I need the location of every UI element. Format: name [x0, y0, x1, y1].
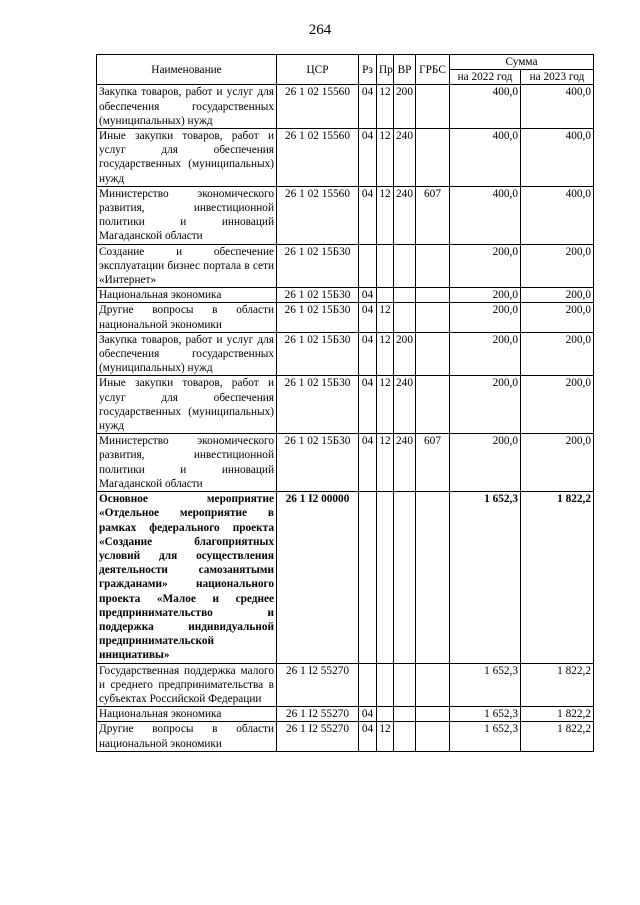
row-pr — [377, 244, 394, 288]
row-name: Создание и обеспечение эксплуатации бизнес портала в сети «Интернет» — [97, 244, 277, 288]
row-vr — [394, 288, 416, 303]
row-csr: 26 1 02 15560 — [277, 129, 359, 187]
row-csr: 26 1 I2 00000 — [277, 492, 359, 663]
header-rz: Рз — [359, 55, 377, 85]
row-amount-2022: 200,0 — [450, 288, 521, 303]
row-amount-2022: 1 652,3 — [450, 722, 521, 751]
row-vr — [394, 722, 416, 751]
table-row — [97, 244, 594, 288]
header-pr: Пр — [377, 55, 394, 85]
row-csr: 26 1 02 15Б30 — [277, 288, 359, 303]
row-rz — [359, 492, 377, 663]
row-csr: 26 1 02 15Б30 — [277, 244, 359, 288]
row-rz: 04 — [359, 85, 377, 129]
row-vr — [394, 303, 416, 332]
table-row — [97, 434, 594, 492]
row-grbs: 607 — [416, 186, 450, 244]
row-grbs — [416, 663, 450, 707]
row-pr — [377, 288, 394, 303]
row-csr: 26 1 02 15Б30 — [277, 303, 359, 332]
row-pr: 12 — [377, 186, 394, 244]
table-row — [97, 303, 594, 332]
row-grbs — [416, 244, 450, 288]
row-amount-2022: 1 652,3 — [450, 663, 521, 707]
header-year-2022: на 2022 год — [450, 70, 521, 85]
row-pr — [377, 663, 394, 707]
row-grbs — [416, 85, 450, 129]
header-vr: ВР — [394, 55, 416, 85]
row-csr: 26 1 02 15Б30 — [277, 332, 359, 376]
row-pr: 12 — [377, 85, 394, 129]
row-rz: 04 — [359, 186, 377, 244]
row-amount-2022: 400,0 — [450, 85, 521, 129]
row-name: Закупка товаров, работ и услуг для обеспечения государственных (муниципальных) нужд — [97, 85, 277, 129]
row-amount-2023: 1 822,2 — [521, 492, 594, 663]
row-name: Основное мероприятие «Отдельное мероприятие в рамках федерального проекта «Создание благоприятных условий для осуществления деятельности самозанятыми гражданами» национального проекта «Малое и среднее предпринимательство и поддержка индивидуальной предпринимательской инициативы» — [97, 492, 277, 663]
row-name: Министерство экономического развития, инвестиционной политики и инноваций Магаданской области — [97, 186, 277, 244]
row-name: Национальная экономика — [97, 707, 277, 722]
row-rz: 04 — [359, 303, 377, 332]
row-pr: 12 — [377, 434, 394, 492]
row-vr: 240 — [394, 186, 416, 244]
row-rz — [359, 663, 377, 707]
row-amount-2023: 1 822,2 — [521, 707, 594, 722]
row-amount-2023: 400,0 — [521, 129, 594, 187]
row-amount-2023: 200,0 — [521, 332, 594, 376]
row-vr: 200 — [394, 332, 416, 376]
row-grbs: 607 — [416, 434, 450, 492]
table-row — [97, 492, 594, 663]
row-grbs — [416, 707, 450, 722]
row-name: Государственная поддержка малого и среднего предпринимательства в субъектах Российской Федерации — [97, 663, 277, 707]
row-amount-2022: 200,0 — [450, 434, 521, 492]
row-amount-2023: 200,0 — [521, 376, 594, 434]
table-row — [97, 186, 594, 244]
row-amount-2023: 400,0 — [521, 186, 594, 244]
row-amount-2022: 400,0 — [450, 186, 521, 244]
row-grbs — [416, 376, 450, 434]
row-pr — [377, 707, 394, 722]
row-name: Иные закупки товаров, работ и услуг для обеспечения государственных (муниципальных) нужд — [97, 129, 277, 187]
row-pr: 12 — [377, 129, 394, 187]
row-rz — [359, 244, 377, 288]
row-amount-2022: 400,0 — [450, 129, 521, 187]
header-name: Наименование — [97, 55, 277, 85]
table-row — [97, 332, 594, 376]
row-pr — [377, 492, 394, 663]
row-csr: 26 1 I2 55270 — [277, 722, 359, 751]
row-grbs — [416, 303, 450, 332]
row-rz: 04 — [359, 129, 377, 187]
table-row — [97, 663, 594, 707]
table-row — [97, 376, 594, 434]
row-amount-2022: 1 652,3 — [450, 707, 521, 722]
row-name: Другие вопросы в области национальной экономики — [97, 303, 277, 332]
row-rz: 04 — [359, 288, 377, 303]
row-csr: 26 1 02 15Б30 — [277, 434, 359, 492]
table-row — [97, 85, 594, 129]
row-name: Другие вопросы в области национальной экономики — [97, 722, 277, 751]
table-row — [97, 722, 594, 751]
row-grbs — [416, 722, 450, 751]
row-rz: 04 — [359, 434, 377, 492]
row-grbs — [416, 288, 450, 303]
row-name: Иные закупки товаров, работ и услуг для обеспечения государственных (муниципальных) нужд — [97, 376, 277, 434]
row-rz: 04 — [359, 376, 377, 434]
row-vr: 240 — [394, 129, 416, 187]
row-csr: 26 1 02 15560 — [277, 186, 359, 244]
row-grbs — [416, 129, 450, 187]
row-vr — [394, 663, 416, 707]
budget-table — [96, 54, 594, 752]
row-pr: 12 — [377, 303, 394, 332]
row-grbs — [416, 332, 450, 376]
row-vr: 200 — [394, 85, 416, 129]
row-name: Национальная экономика — [97, 288, 277, 303]
header-year-2023: на 2023 год — [521, 70, 594, 85]
header-grbs: ГРБС — [416, 55, 450, 85]
row-pr: 12 — [377, 722, 394, 751]
row-amount-2023: 200,0 — [521, 434, 594, 492]
row-amount-2023: 200,0 — [521, 288, 594, 303]
row-amount-2022: 200,0 — [450, 303, 521, 332]
row-rz: 04 — [359, 707, 377, 722]
row-amount-2023: 400,0 — [521, 85, 594, 129]
row-csr: 26 1 02 15Б30 — [277, 376, 359, 434]
row-name: Министерство экономического развития, инвестиционной политики и инноваций Магаданской области — [97, 434, 277, 492]
row-amount-2022: 200,0 — [450, 244, 521, 288]
row-csr: 26 1 I2 55270 — [277, 663, 359, 707]
row-grbs — [416, 492, 450, 663]
header-sum: Сумма — [450, 55, 594, 70]
row-vr — [394, 492, 416, 663]
row-name: Закупка товаров, работ и услуг для обеспечения государственных (муниципальных) нужд — [97, 332, 277, 376]
row-vr — [394, 244, 416, 288]
page-number: 264 — [308, 22, 332, 38]
row-csr: 26 1 I2 55270 — [277, 707, 359, 722]
row-rz: 04 — [359, 332, 377, 376]
row-vr — [394, 707, 416, 722]
row-amount-2023: 200,0 — [521, 303, 594, 332]
row-amount-2023: 1 822,2 — [521, 722, 594, 751]
row-rz: 04 — [359, 722, 377, 751]
row-amount-2022: 1 652,3 — [450, 492, 521, 663]
table-row — [97, 707, 594, 722]
row-vr: 240 — [394, 376, 416, 434]
row-pr: 12 — [377, 332, 394, 376]
row-amount-2022: 200,0 — [450, 376, 521, 434]
table-row — [97, 288, 594, 303]
row-amount-2023: 1 822,2 — [521, 663, 594, 707]
row-amount-2023: 200,0 — [521, 244, 594, 288]
row-pr: 12 — [377, 376, 394, 434]
header-csr: ЦСР — [277, 55, 359, 85]
row-csr: 26 1 02 15560 — [277, 85, 359, 129]
row-vr: 240 — [394, 434, 416, 492]
table-row — [97, 129, 594, 187]
row-amount-2022: 200,0 — [450, 332, 521, 376]
